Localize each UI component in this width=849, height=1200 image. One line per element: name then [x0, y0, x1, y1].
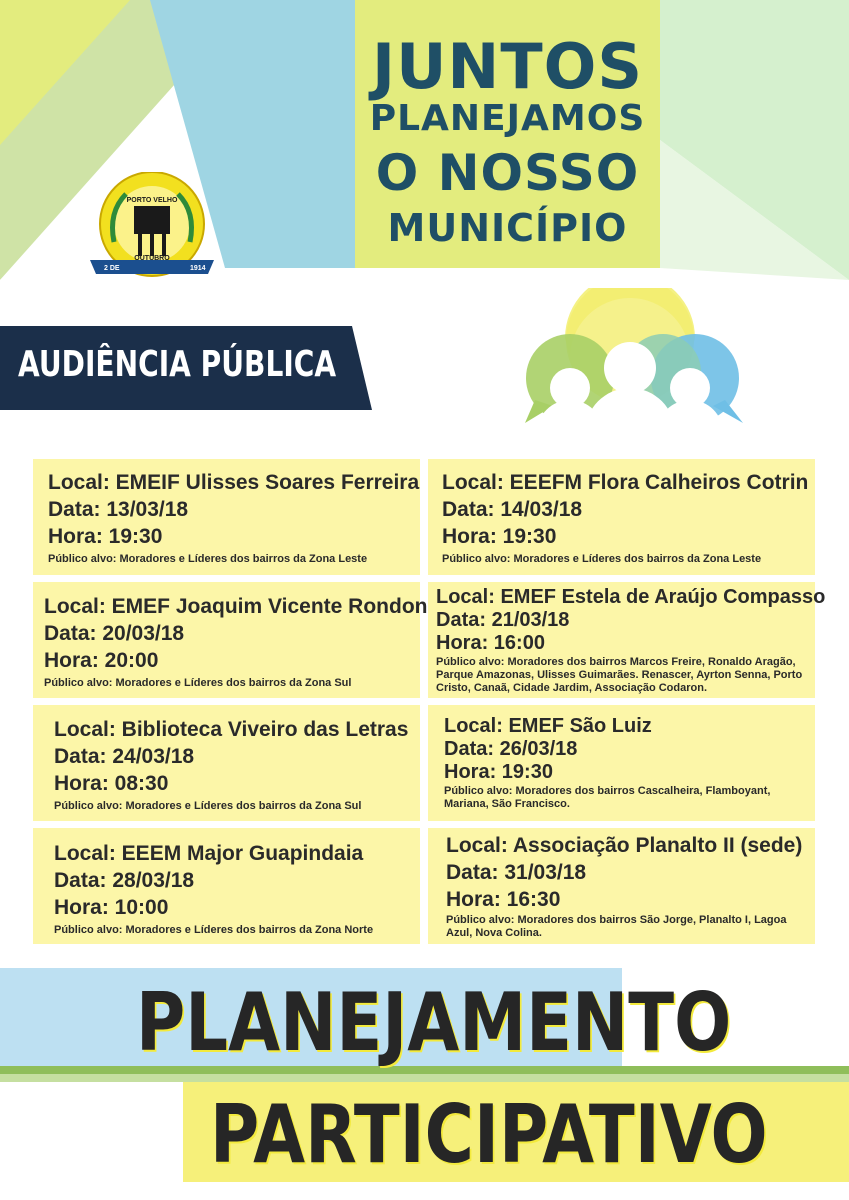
event-local: Local: EEEM Major Guapindaia	[54, 842, 364, 865]
emblem-top-text: PORTO VELHO	[126, 197, 178, 204]
event-local: Local: EEEFM Flora Calheiros Cotrin	[442, 471, 809, 494]
emblem-ribbon-right: 1914	[190, 265, 206, 272]
event-card-2	[428, 459, 815, 575]
event-audience: Público alvo: Moradores dos bairros Marcos Freire, Ronaldo Aragão, Parque Amazonas, Ulisses Guimarães. Renascer, Ayrton Senna, Porto Cristo, Canaã, Cidade Jardim, Associação Codaron.	[436, 656, 803, 694]
title-line-4: MUNICÍPIO	[387, 206, 628, 250]
audiencia-banner-label: AUDIÊNCIA PÚBLICA	[18, 344, 337, 385]
emblem-ribbon-center: OUTUBRO	[134, 255, 170, 262]
event-audience: Público alvo: Moradores e Líderes dos bairros da Zona Sul	[44, 677, 352, 689]
event-date: Data: 28/03/18	[54, 869, 195, 892]
community-people-icon	[525, 288, 750, 433]
footer-title-participativo: PARTICIPATIVO	[210, 1088, 768, 1181]
event-audience: Público alvo: Moradores dos bairros Cascalheira, Flamboyant, Mariana, São Francisco.	[444, 785, 771, 810]
event-local: Local: Biblioteca Viveiro das Letras	[54, 718, 409, 741]
event-audience: Público alvo: Moradores dos bairros São Jorge, Planalto I, Lagoa Azul, Nova Colina.	[446, 914, 787, 939]
title-line-3: O NOSSO	[375, 144, 640, 202]
title-line-1: JUNTOS	[372, 30, 643, 103]
event-local: Local: EMEF Joaquim Vicente Rondon	[44, 595, 428, 618]
event-date: Data: 13/03/18	[48, 498, 189, 521]
event-audience: Público alvo: Moradores e Líderes dos bairros da Zona Leste	[442, 553, 762, 565]
emblem-ribbon-left: 2 DE	[104, 265, 120, 272]
event-date: Data: 26/03/18	[444, 738, 578, 760]
event-time: Hora: 10:00	[54, 896, 169, 919]
event-local: Local: EMEF Estela de Araújo Compasso	[436, 586, 826, 608]
event-card-4	[428, 582, 826, 698]
event-time: Hora: 20:00	[44, 649, 159, 672]
event-card-5	[33, 705, 420, 821]
event-date: Data: 24/03/18	[54, 745, 195, 768]
emblem-water-tower-icon	[134, 206, 170, 234]
event-time: Hora: 19:30	[48, 525, 163, 548]
event-time: Hora: 19:30	[444, 761, 553, 783]
event-time: Hora: 08:30	[54, 772, 169, 795]
event-card-7	[33, 828, 420, 944]
municipal-emblem	[88, 172, 216, 282]
audiencia-banner	[0, 326, 372, 410]
event-card-6	[428, 705, 815, 821]
event-time: Hora: 16:00	[436, 632, 545, 654]
event-time: Hora: 16:30	[446, 888, 561, 911]
event-card-3	[33, 582, 428, 698]
footer-title-planejamento: PLANEJAMENTO	[136, 976, 732, 1069]
event-audience: Público alvo: Moradores e Líderes dos bairros da Zona Leste	[48, 553, 368, 565]
footer-stripe-light-green	[0, 1074, 849, 1082]
event-audience: Público alvo: Moradores e Líderes dos bairros da Zona Sul	[54, 800, 362, 812]
event-card-8	[428, 828, 815, 944]
title-box	[355, 0, 660, 268]
event-time: Hora: 19:30	[442, 525, 557, 548]
event-date: Data: 14/03/18	[442, 498, 583, 521]
event-local: Local: Associação Planalto II (sede)	[446, 834, 803, 857]
event-local: Local: EMEF São Luiz	[444, 715, 652, 737]
event-date: Data: 31/03/18	[446, 861, 587, 884]
event-card-1	[33, 459, 420, 575]
title-line-2: PLANEJAMOS	[369, 98, 646, 139]
event-date: Data: 21/03/18	[436, 609, 570, 631]
event-audience: Público alvo: Moradores e Líderes dos bairros da Zona Norte	[54, 924, 374, 936]
event-local: Local: EMEIF Ulisses Soares Ferreira	[48, 471, 420, 494]
event-date: Data: 20/03/18	[44, 622, 185, 645]
